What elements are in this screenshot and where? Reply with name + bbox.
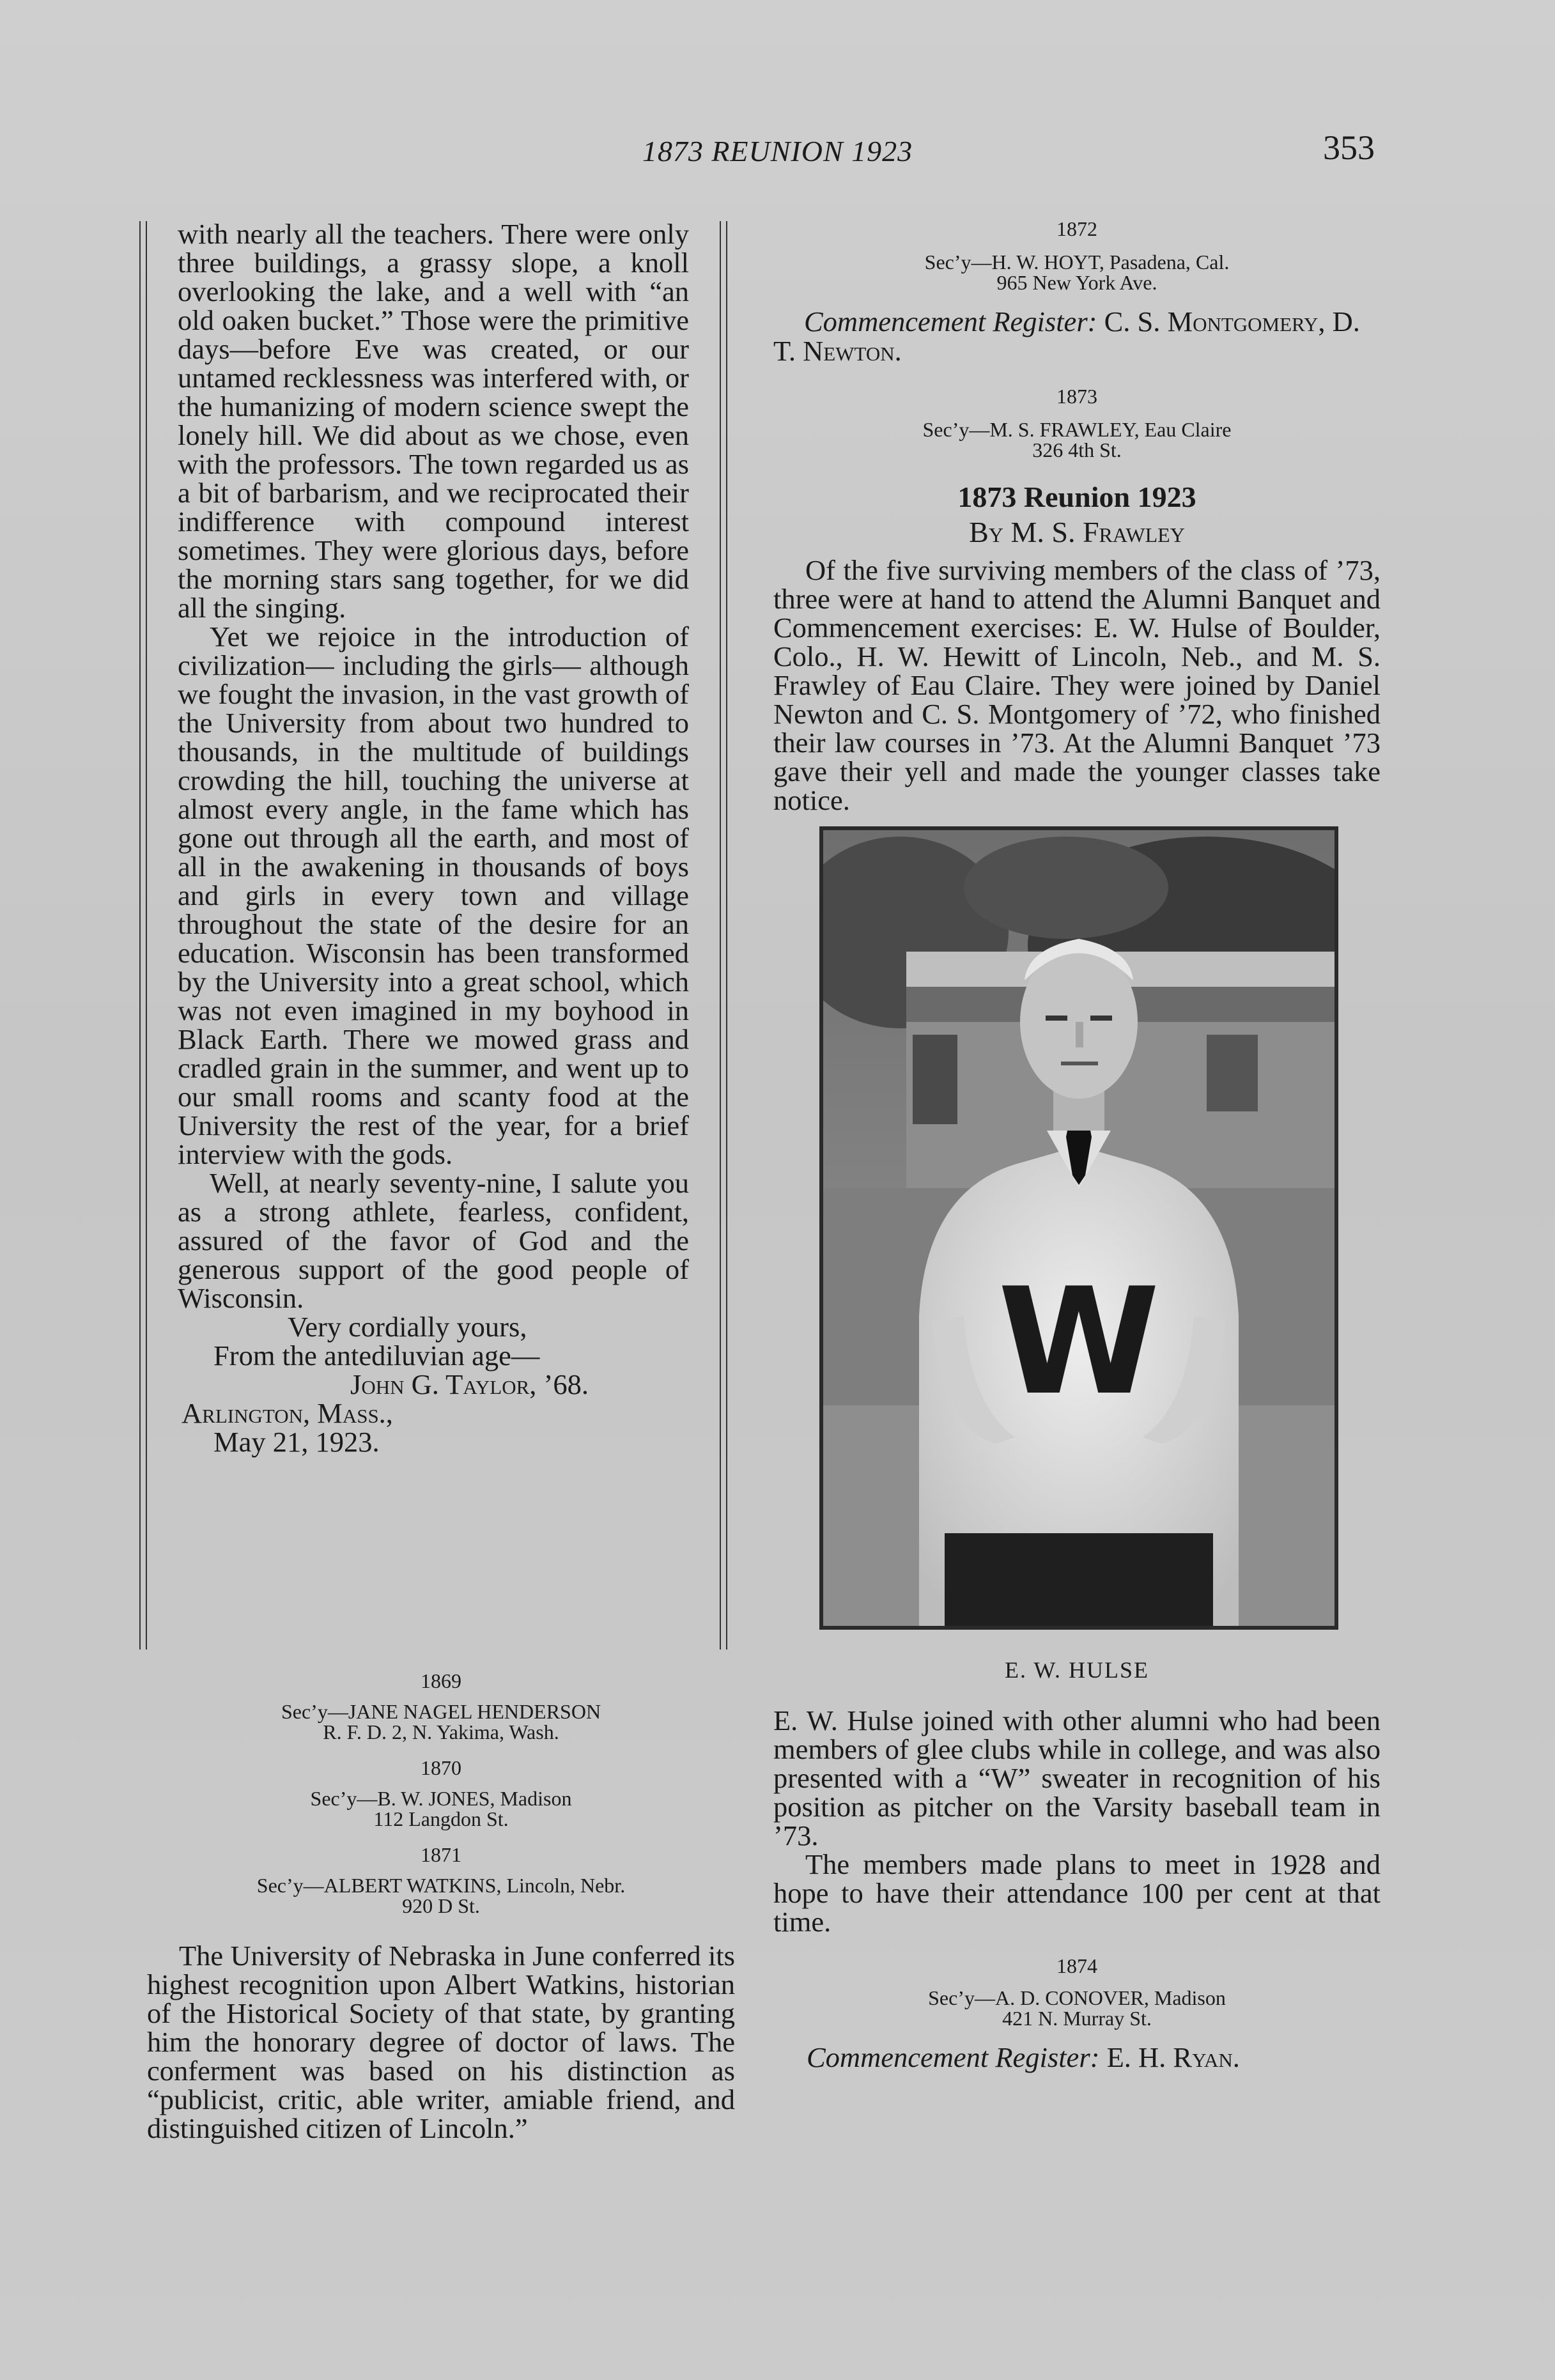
column-rule-left [139, 221, 147, 1650]
class-year: 1874 [1056, 1954, 1097, 1977]
article-paragraph: The members made plans to meet in 1928 and hope to have their attendance 100 per cent at that time. [773, 1848, 1381, 1938]
commencement-register [773, 2043, 1381, 2072]
class-secretary: Sec’y—M. S. FRAWLEY, Eau Claire [922, 418, 1232, 441]
class-entry [773, 1953, 1381, 2028]
class-address: R. F. D. 2, N. Yakima, Wash. [323, 1720, 559, 1743]
class-entry [147, 1842, 735, 1916]
register-label: Commencement Register: [804, 305, 1097, 337]
class-entry [147, 1668, 735, 1742]
hulse-photo [819, 826, 1338, 1630]
class-address: 920 D St. [402, 1894, 480, 1917]
column-rule-middle [720, 221, 727, 1650]
register-label: Commencement Register: [807, 2041, 1100, 2073]
class-secretary: Sec’y—B. W. JONES, Madison [310, 1787, 572, 1810]
class-year: 1871 [421, 1843, 461, 1866]
class-secretary: Sec’y—ALBERT WATKINS, Lincoln, Nebr. [256, 1874, 626, 1897]
letter-paragraph: Well, at nearly seventy-nine, I salute you as a strong athlete, fearless, confident, assured of the favor of God and the generous support of the good people of Wisconsin. [178, 1167, 689, 1314]
page-number: 353 [1323, 128, 1375, 167]
letter-closing [178, 1313, 689, 1457]
photo-caption: E. W. HULSE [1004, 1657, 1149, 1683]
dateline-date: May 21, 1923. [213, 1426, 380, 1458]
right-column [773, 216, 1381, 2072]
dateline-place: Arlington, Mass., [182, 1397, 393, 1429]
letter-paragraph: with nearly all the teachers. There were only three buildings, a grassy slope, a knoll overlooking the lake, and a well with “an old oaken bucket.” Those were the primitive days—before Eve was created, or our untamed recklessness was interfered with, or the humanizing of modern science swept the lonely hill. We did about as we chose, even with the professors. The town regarded us as a bit of barbarism, and we reciprocated their indifference with compound interest sometimes. They were glorious days, before the morning stars sang together, for we did all the singing. [178, 218, 689, 624]
letter-paragraph: Yet we rejoice in the introduction of civilization— including the girls— although we fought the invasion, in the vast growth of the University from about two hundred to thousands, in the multitude of buildings crowding the hill, touching the universe at almost every angle, in the fame which has gone out through all the earth, and most of all in the awakening in thousands of boys and girls in every town and village throughout the state of the desire for an education. Wisconsin has been transformed by the University into a great school, which was not even imagined in my boyhood in Black Earth. There we mowed grass and cradled grain in the summer, and went up to our small rooms and scanty food at the University the rest of the year, for a brief interview with the gods. [178, 621, 689, 1170]
register-names: E. H. Ryan. [1106, 2041, 1240, 2073]
hulse-portrait-image [823, 830, 1335, 1626]
left-column [178, 220, 689, 1457]
sweater-w-letter: W [998, 1257, 1160, 1428]
left-column-lower [147, 1668, 735, 2143]
class-year: 1873 [1056, 385, 1097, 408]
class-year: 1869 [421, 1669, 461, 1692]
article-byline: By M. S. Frawley [969, 516, 1185, 548]
article-paragraph: Of the five surviving members of the class of ’73, three were at hand to attend the Alumni Banquet and Commencement exercises: E. W. Hulse of Boulder, Colo., H. W. Hewitt of Lincoln, Neb., and M. S. Frawley of Eau Claire. They were joined by Daniel Newton and C. S. Montgomery of ’72, who finished their law courses in ’73. At the Alumni Banquet ’73 gave their yell and made the younger classes take notice. [773, 554, 1381, 816]
article-paragraph: E. W. Hulse joined with other alumni who had been members of glee clubs while in college, and was also presented with a “W” sweater in recognition of his position as pitcher on the Varsity baseball team in ’73. [773, 1704, 1381, 1851]
class-address: 421 N. Murray St. [1002, 2007, 1152, 2030]
class-address: 326 4th St. [1032, 438, 1122, 461]
running-title: 1873 REUNION 1923 [642, 135, 913, 167]
closing-from: From the antediluvian age— [213, 1340, 540, 1372]
article-title: 1873 Reunion 1923 [957, 481, 1196, 513]
class-secretary: Sec’y—H. W. HOYT, Pasadena, Cal. [924, 251, 1230, 274]
class-address: 965 New York Ave. [996, 271, 1157, 294]
commencement-register [773, 307, 1381, 366]
class-entry [147, 1755, 735, 1829]
class-secretary: Sec’y—A. D. CONOVER, Madison [928, 1986, 1226, 2009]
closing-salutation: Very cordially yours, [288, 1311, 527, 1343]
class-year: 1872 [1056, 217, 1097, 240]
register-names: C. S. Montgomery, D. T. Newton. [773, 305, 1360, 367]
signature: John G. Taylor, ’68. [350, 1368, 589, 1400]
class-secretary: Sec’y—JANE NAGEL HENDERSON [281, 1700, 601, 1723]
class-address: 112 Langdon St. [373, 1807, 509, 1830]
class-entry [773, 383, 1381, 460]
class-entry [773, 216, 1381, 293]
class-year: 1870 [421, 1756, 461, 1779]
watkins-paragraph: The University of Nebraska in June conferred its highest recognition upon Albert Watkins, historian of the Historical Society of that state, by granting him the honorary degree of doctor of laws. The conferment was based on his distinction as “publicist, critic, able writer, amiable friend, and distinguished citizen of Lincoln.” [147, 1940, 735, 2144]
